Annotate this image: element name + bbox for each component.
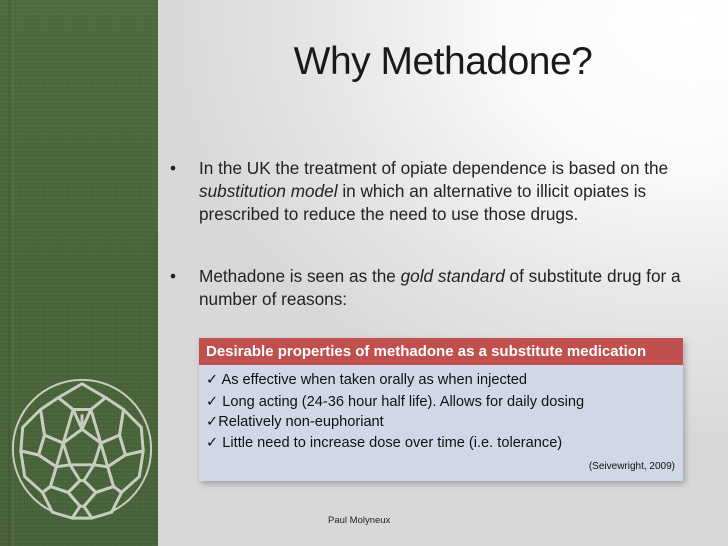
fullerene-molecule-icon	[3, 370, 161, 528]
citation: (Seivewright, 2009)	[588, 461, 675, 472]
slide-footer-author: Paul Molyneux	[328, 515, 391, 526]
property-item: ✓ As effective when taken orally as when injected	[206, 372, 528, 388]
bullet-text-part: in which an alternative to illicit opiates is prescribed to reduce the need to use those drugs.	[199, 181, 647, 224]
property-item: ✓ Long acting (24-36 hour half life). Allows for daily dosing	[206, 394, 585, 410]
property-item: ✓ Little need to increase dose over time (i.e. tolerance)	[206, 435, 563, 451]
bullet-text-part: In the UK the treatment of opiate dependence is based on the	[199, 158, 669, 178]
bullet-marker: •	[170, 266, 177, 286]
properties-box	[199, 338, 683, 481]
property-item: ✓Relatively non-euphoriant	[206, 414, 384, 430]
bullet-text	[199, 265, 709, 311]
bullet-marker: •	[170, 158, 177, 178]
bullet-emphasis: substitution model	[199, 181, 338, 201]
slide-title: Why Methadone?	[293, 40, 593, 83]
bullet-text-part: Methadone is seen as the	[199, 266, 401, 286]
properties-header: Desirable properties of methadone as a substitute medication	[199, 338, 683, 365]
properties-body	[199, 365, 683, 481]
bullet-emphasis: gold standard	[400, 266, 505, 286]
bullet-text-part: of substitute drug for a number of reasons:	[199, 266, 681, 309]
bullet-text	[199, 157, 709, 226]
